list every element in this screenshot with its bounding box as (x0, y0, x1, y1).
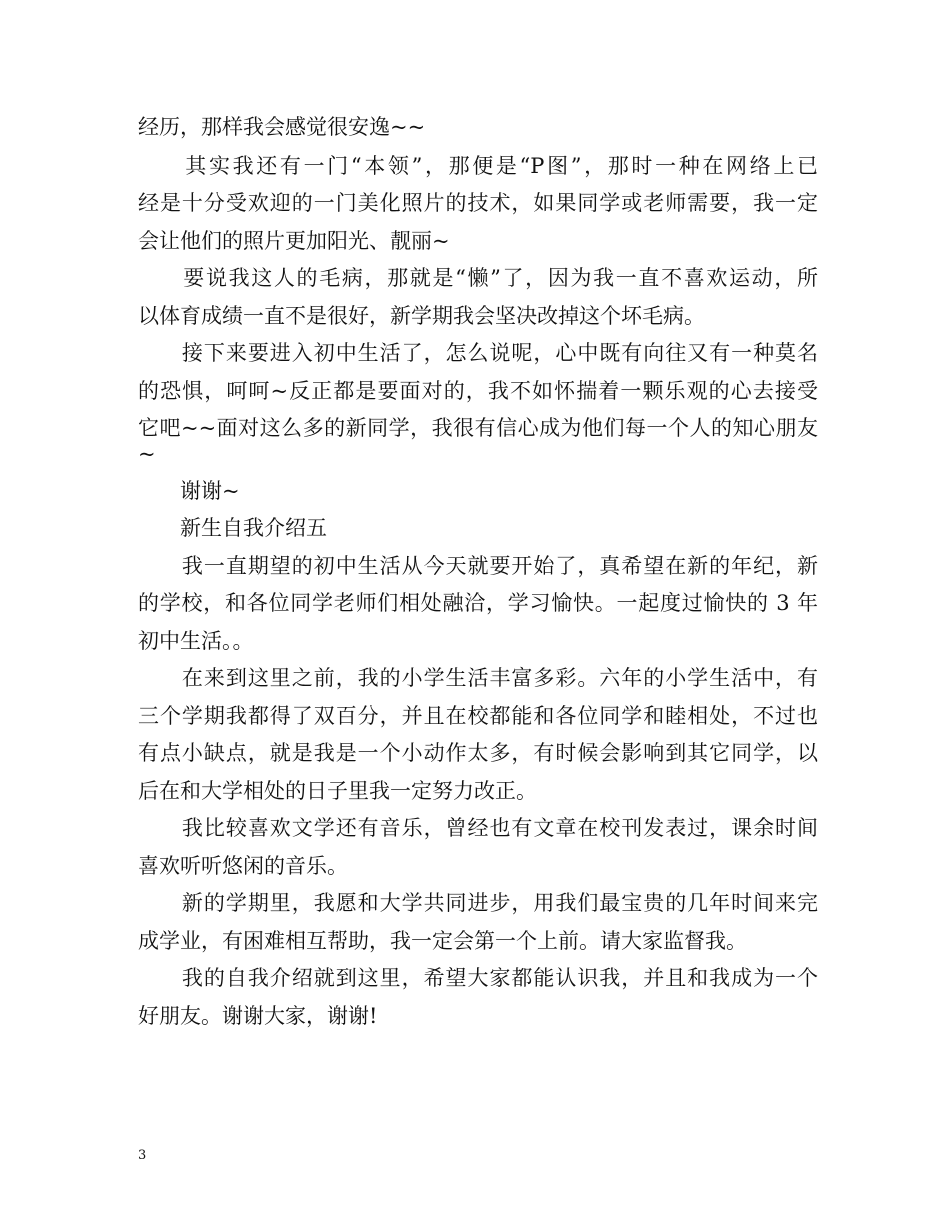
text-line: 我的自我介绍就到这里，希望大家都能认识我，并且和我成为一个 (138, 966, 818, 990)
text-line: 三个学期我都得了双百分，并且在校都能和各位同学和睦相处，不过也 (138, 704, 818, 728)
text-line: 以体育成绩一直不是很好，新学期我会坚决改掉这个坏毛病。 (138, 304, 705, 328)
text-line: 会让他们的照片更加阳光、靓丽~ (138, 229, 450, 253)
text-line: 经是十分受欢迎的一门美化照片的技术，如果同学或老师需要，我一定 (138, 191, 818, 215)
text-line: 在来到这里之前，我的小学生活丰富多彩。六年的小学生活中，有 (138, 666, 818, 690)
text-line: 我一直期望的初中生活从今天就要开始了，真希望在新的年纪，新 (138, 554, 818, 578)
text-line: 我比较喜欢文学还有音乐，曾经也有文章在校刊发表过，课余时间 (138, 816, 818, 840)
text-line: 初中生活。。 (138, 629, 254, 653)
text-line: ~ (138, 442, 156, 466)
text-line: 后在和大学相处的日子里我一定努力改正。 (138, 779, 537, 803)
text-line: 喜欢听听悠闲的音乐。 (138, 854, 348, 878)
text-line: 经历，那样我会感觉很安逸~~ (138, 115, 426, 139)
text-line: 接下来要进入初中生活了，怎么说呢，心中既有向往又有一种莫名 (138, 341, 818, 365)
page-number: 3 (138, 1148, 147, 1163)
text-line: 新的学期里，我愿和大学共同进步，用我们最宝贵的几年时间来完 (138, 891, 818, 915)
text-line: 好朋友。谢谢大家，谢谢! (138, 1004, 378, 1028)
text-line: 的恐惧，呵呵~反正都是要面对的，我不如怀揣着一颗乐观的心去接受 (138, 379, 818, 403)
text-line: 有点小缺点，就是我是一个小动作太多，有时候会影响到其它同学，以 (138, 741, 818, 765)
text-line: 的学校，和各位同学老师们相处融洽，学习愉快。一起度过愉快的 3 年 (138, 591, 818, 615)
text-line: 其实我还有一门“本领”，那便是“P图”，那时一种在网络上已 (138, 154, 818, 178)
text-line: 成学业，有困难相互帮助，我一定会第一个上前。请大家监督我。 (138, 929, 747, 953)
text-line: 要说我这人的毛病，那就是“懒”了，因为我一直不喜欢运动，所 (138, 266, 818, 290)
section-heading: 新生自我介绍五 (138, 516, 327, 540)
text-line: 谢谢~ (138, 479, 240, 503)
text-line: 它吧~~面对这么多的新同学，我很有信心成为他们每一个人的知心朋友 (138, 416, 818, 440)
